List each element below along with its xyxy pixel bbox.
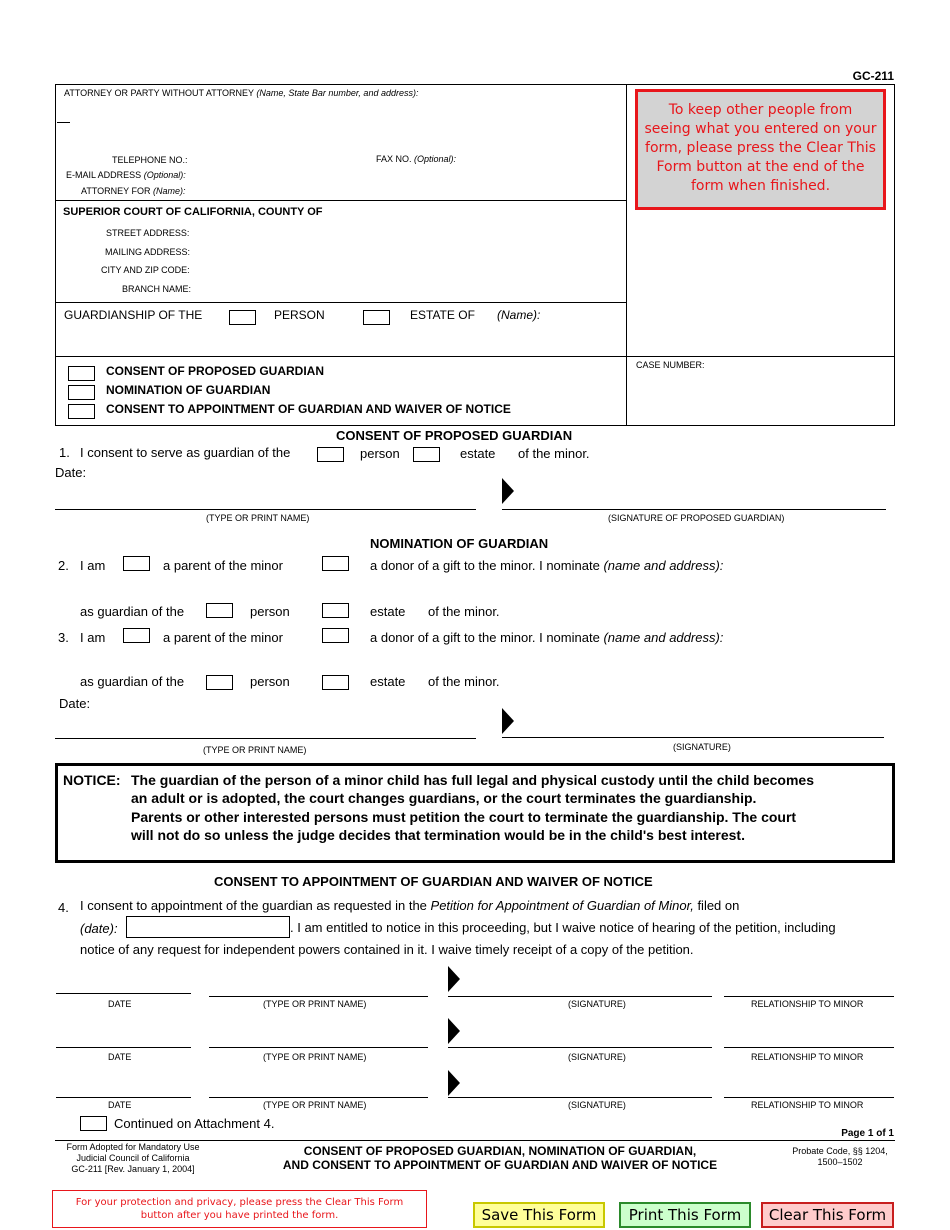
row2-parent-checkbox[interactable] — [123, 556, 150, 571]
row2-as-guardian: as guardian of the — [80, 604, 185, 619]
row2-estate-checkbox[interactable] — [322, 603, 349, 618]
guardianship-label: GUARDIANSHIP OF THE — [64, 308, 203, 322]
city-label: CITY AND ZIP CODE: — [101, 265, 190, 275]
section4-row2-signature-caption: (SIGNATURE) — [568, 1052, 626, 1062]
court-guardianship-divider — [55, 302, 626, 303]
attorney-court-divider — [55, 200, 626, 201]
section4-row1-signature-line — [448, 996, 712, 997]
section1-text: I consent to serve as guardian of the — [80, 445, 291, 460]
section4-row3-relationship-caption: RELATIONSHIP TO MINOR — [751, 1100, 864, 1110]
row3-donor-label: a donor of a gift to the minor. I nominate (name and address): — [370, 630, 724, 645]
section4-row1-relationship-caption: RELATIONSHIP TO MINOR — [751, 999, 864, 1009]
section4-row3-arrow-icon — [448, 1070, 460, 1096]
continued-checkbox[interactable] — [80, 1116, 107, 1131]
privacy-notice: To keep other people from seeing what you entered on your form, please press the Clear This Form button at the end of the form when finished. — [635, 89, 886, 210]
section4-date-input[interactable] — [126, 916, 290, 938]
street-label: STREET ADDRESS: — [106, 228, 190, 238]
section2-type-name-caption: (TYPE OR PRINT NAME) — [203, 745, 307, 755]
footer-title: CONSENT OF PROPOSED GUARDIAN, NOMINATION OF GUARDIAN, AND CONSENT TO APPOINTMENT OF GUARDIAN AND WAIVER OF NOTICE — [282, 1144, 718, 1172]
section1-person-label: person — [360, 446, 400, 461]
title-waiver-checkbox[interactable] — [68, 404, 95, 419]
section4-row2-relationship-line[interactable] — [724, 1047, 894, 1048]
row2-donor-label: a donor of a gift to the minor. I nominate (name and address): — [370, 558, 724, 573]
title-nomination-checkbox[interactable] — [68, 385, 95, 400]
attorney-for-label: ATTORNEY FOR (Name): — [81, 186, 186, 196]
section1-of-minor: of the minor. — [518, 446, 590, 461]
section4-date-label: (date): — [80, 921, 118, 936]
section4-row3-signature-line — [448, 1097, 712, 1098]
row2-i-am: I am — [80, 558, 106, 573]
section2-heading: NOMINATION OF GUARDIAN — [370, 536, 549, 551]
title-divider — [55, 356, 895, 357]
row3-person-label: person — [250, 674, 290, 689]
section1-signature-caption: (SIGNATURE OF PROPOSED GUARDIAN) — [608, 513, 785, 523]
section1-signature-arrow-icon — [502, 478, 514, 504]
row2-number: 2. — [58, 558, 69, 573]
continued-label: Continued on Attachment 4. — [114, 1116, 275, 1131]
section1-estate-label: estate — [460, 446, 496, 461]
court-label: SUPERIOR COURT OF CALIFORNIA, COUNTY OF — [63, 206, 323, 218]
section4-row2-relationship-caption: RELATIONSHIP TO MINOR — [751, 1052, 864, 1062]
section1-date-label: Date: — [55, 465, 87, 480]
section4-row1-date-line[interactable] — [56, 993, 191, 994]
section4-line-2: . I am entitled to notice in this proceeding, but I waive notice of hearing of the petition, including — [290, 920, 836, 935]
row2-person-checkbox[interactable] — [206, 603, 233, 618]
section4-row1-name-caption: (TYPE OR PRINT NAME) — [263, 999, 367, 1009]
row2-parent-label: a parent of the minor — [163, 558, 283, 573]
section1-type-name-caption: (TYPE OR PRINT NAME) — [206, 513, 310, 523]
form-id: GC-211 — [852, 69, 894, 83]
fax-label: FAX NO. (Optional): — [376, 154, 457, 164]
section4-line-1: I consent to appointment of the guardian as requested in the Petition for Appointment of Guardian of Minor, filed on — [80, 898, 740, 913]
mailing-label: MAILING ADDRESS: — [105, 247, 191, 257]
section4-row3-signature-caption: (SIGNATURE) — [568, 1100, 626, 1110]
section4-row1-arrow-icon — [448, 966, 460, 992]
section4-row3-relationship-line[interactable] — [724, 1097, 894, 1098]
guardianship-estate-checkbox[interactable] — [363, 310, 390, 325]
estate-of-label: ESTATE OF — [410, 308, 475, 322]
title-waiver-label: CONSENT TO APPOINTMENT OF GUARDIAN AND WAIVER OF NOTICE — [106, 402, 511, 416]
section1-heading: CONSENT OF PROPOSED GUARDIAN — [336, 428, 573, 443]
section4-row3-date-caption: DATE — [108, 1100, 132, 1110]
footer-code: Probate Code, §§ 1204, 1500–1502 — [792, 1146, 888, 1167]
row3-of-minor: of the minor. — [428, 674, 500, 689]
branch-label: BRANCH NAME: — [122, 284, 192, 294]
section4-row2-arrow-icon — [448, 1018, 460, 1044]
section2-signature-line — [502, 737, 884, 738]
row3-i-am: I am — [80, 630, 106, 645]
case-number-label: CASE NUMBER: — [636, 360, 705, 370]
section1-person-checkbox[interactable] — [317, 447, 344, 462]
section4-row1-relationship-line[interactable] — [724, 996, 894, 997]
section1-signature-line — [502, 509, 886, 510]
guardianship-person-checkbox[interactable] — [229, 310, 256, 325]
row3-number: 3. — [58, 630, 69, 645]
section4-row2-name-line[interactable] — [209, 1047, 428, 1048]
print-form-button[interactable]: Print This Form — [619, 1202, 751, 1228]
section4-number: 4. — [58, 900, 69, 915]
section2-signature-caption: (SIGNATURE) — [673, 742, 731, 752]
row2-estate-label: estate — [370, 604, 406, 619]
row3-parent-checkbox[interactable] — [123, 628, 150, 643]
notice-line-4: will not do so unless the judge decides that termination would be in the child's best interest. — [131, 827, 745, 843]
notice-line-2: an adult or is adopted, the court changes guardians, or the court terminates the guardianship. — [131, 790, 757, 806]
page-number: Page 1 of 1 — [841, 1128, 894, 1139]
attorney-label: ATTORNEY OR PARTY WITHOUT ATTORNEY (Name, State Bar number, and address): — [64, 88, 419, 98]
footer-adopted: Form Adopted for Mandatory Use Judicial Council of California GC-211 [Rev. January 1, 2004] — [66, 1142, 200, 1174]
section4-row2-signature-line — [448, 1047, 712, 1048]
section1-estate-checkbox[interactable] — [413, 447, 440, 462]
row2-of-minor: of the minor. — [428, 604, 500, 619]
clear-form-button[interactable]: Clear This Form — [761, 1202, 894, 1228]
title-consent-label: CONSENT OF PROPOSED GUARDIAN — [106, 364, 325, 378]
row3-person-checkbox[interactable] — [206, 675, 233, 690]
section4-row3-name-caption: (TYPE OR PRINT NAME) — [263, 1100, 367, 1110]
title-consent-checkbox[interactable] — [68, 366, 95, 381]
guardianship-person-label: PERSON — [274, 308, 325, 322]
section4-row2-date-caption: DATE — [108, 1052, 132, 1062]
row2-donor-checkbox[interactable] — [322, 556, 349, 571]
notice-label: NOTICE: — [63, 772, 121, 788]
row3-donor-checkbox[interactable] — [322, 628, 349, 643]
section4-row2-name-caption: (TYPE OR PRINT NAME) — [263, 1052, 367, 1062]
section4-row2-date-line[interactable] — [56, 1047, 191, 1048]
notice-line-1: The guardian of the person of a minor child has full legal and physical custody until the child becomes — [131, 772, 814, 788]
section4-heading: CONSENT TO APPOINTMENT OF GUARDIAN AND WAIVER OF NOTICE — [214, 874, 653, 889]
section4-row3-date-line[interactable] — [56, 1097, 191, 1098]
row3-parent-label: a parent of the minor — [163, 630, 283, 645]
row3-estate-label: estate — [370, 674, 406, 689]
name-note: (Name): — [497, 308, 541, 322]
row3-as-guardian: as guardian of the — [80, 674, 185, 689]
section2-name-line[interactable] — [55, 738, 476, 739]
telephone-label: TELEPHONE NO.: — [112, 155, 188, 165]
email-label: E-MAIL ADDRESS (Optional): — [66, 170, 186, 180]
row3-estate-checkbox[interactable] — [322, 675, 349, 690]
footer-privacy-note: For your protection and privacy, please press the Clear This Form button after you have printed the form. — [52, 1190, 427, 1228]
section1-name-line[interactable] — [55, 509, 476, 510]
section1-number: 1. — [59, 445, 70, 460]
attorney-input-cursor[interactable] — [57, 122, 70, 123]
section2-signature-arrow-icon — [502, 708, 514, 734]
footer-rule — [55, 1140, 895, 1141]
section4-row3-name-line[interactable] — [209, 1097, 428, 1098]
caption-divider — [626, 84, 627, 426]
section4-row1-date-caption: DATE — [108, 999, 132, 1009]
row2-person-label: person — [250, 604, 290, 619]
section4-line-3: notice of any request for independent powers contained in it. I waive timely receipt of a copy of the petition. — [80, 942, 694, 957]
section4-row1-signature-caption: (SIGNATURE) — [568, 999, 626, 1009]
section2-date-label: Date: — [59, 696, 91, 711]
section4-row1-name-line[interactable] — [209, 996, 428, 997]
title-nomination-label: NOMINATION OF GUARDIAN — [106, 383, 271, 397]
save-form-button[interactable]: Save This Form — [473, 1202, 605, 1228]
notice-line-3: Parents or other interested persons must petition the court to terminate the guardianship. The court — [131, 809, 797, 825]
